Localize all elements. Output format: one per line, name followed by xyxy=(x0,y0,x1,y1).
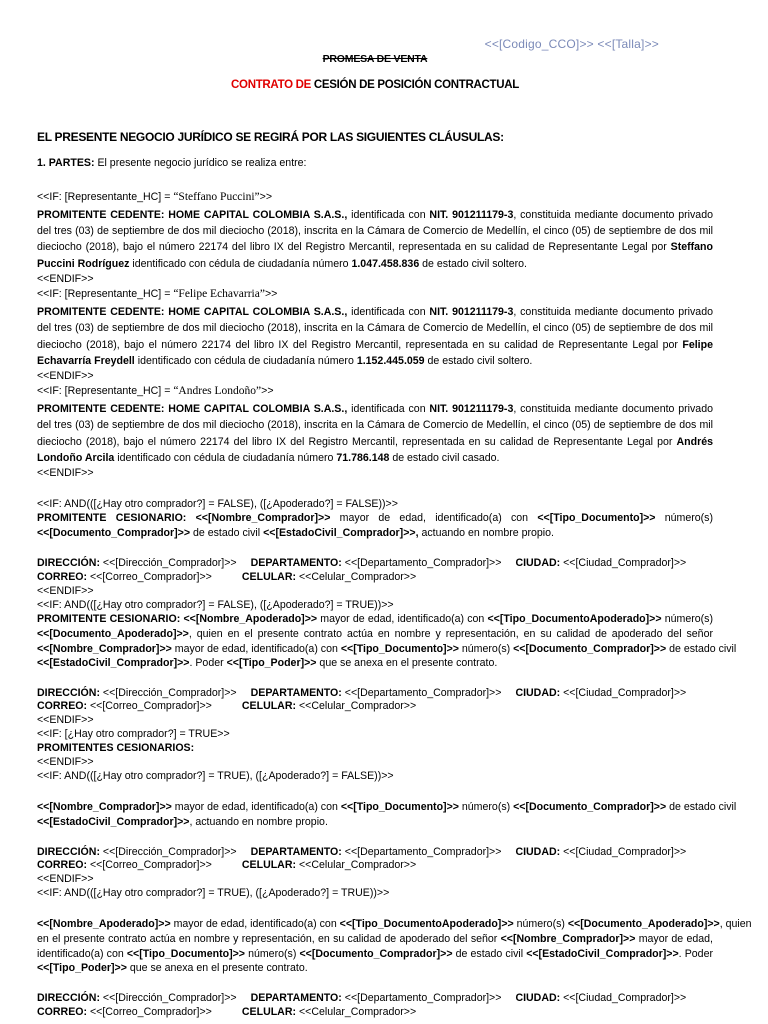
cesionario-4-line-3 xyxy=(37,947,713,962)
field-placeholder: <<[Tipo_DocumentoApoderado]>> xyxy=(339,918,514,930)
text: , constituida mediante documento privado xyxy=(513,306,713,318)
text: de estado civil xyxy=(452,948,527,960)
text: identificada con xyxy=(347,306,430,318)
cesionario-2-line-3 xyxy=(37,642,737,657)
if-multi-no-apoderado: <<IF: AND(([¿Hay otro comprador?] = TRUE), ([¿Apoderado?] = FALSE))>> xyxy=(37,770,394,782)
direccion-label: DIRECCIÓN: xyxy=(37,557,100,569)
cesionario-2-line-2 xyxy=(37,627,713,642)
if-representante-echavarria xyxy=(37,287,713,302)
representative-name: Echavarría Freydell xyxy=(37,355,135,367)
if-close: >> xyxy=(259,191,273,203)
endif: <<ENDIF>> xyxy=(37,370,94,382)
text: número(s) xyxy=(513,918,568,930)
text: de estado civil xyxy=(666,801,737,813)
celular-value: <<Celular_Comprador>> xyxy=(296,571,417,583)
field-placeholder: <<[Documento_Apoderado]>> xyxy=(37,628,189,640)
field-placeholder: <<[Tipo_Poder]>> xyxy=(37,962,127,974)
field-placeholder: <<[EstadoCivil_Comprador]>> xyxy=(37,657,190,669)
departamento-label: DEPARTAMENTO: xyxy=(250,557,342,569)
address-line-2 xyxy=(37,1005,713,1020)
celular-label: CELULAR: xyxy=(241,571,297,583)
field-placeholder: <<[Tipo_Documento]>> xyxy=(340,643,459,655)
direccion-label: DIRECCIÓN: xyxy=(37,687,100,699)
address-line-1 xyxy=(37,991,713,1006)
field-placeholder: <<[Nombre_Comprador]>> xyxy=(37,643,172,655)
endif: <<ENDIF>> xyxy=(37,756,94,768)
ciudad-label: CIUDAD: xyxy=(515,687,561,699)
correo-value: <<[Correo_Comprador]>> xyxy=(87,700,212,712)
cesionario-label: PROMITENTE CESIONARIO: xyxy=(37,613,181,625)
field-placeholder: <<[Nombre_Apoderado]>> xyxy=(180,613,318,625)
if-representante-londono xyxy=(37,384,713,399)
field-placeholder: <<[Documento_Apoderado]>> xyxy=(567,918,720,930)
text: número(s) xyxy=(458,643,514,655)
text: en el presente contrato actúa en nombre y representación, en su calidad de apoderado del señor xyxy=(37,933,501,945)
departamento-label: DEPARTAMENTO: xyxy=(250,992,342,1004)
id-number: 71.786.148 xyxy=(336,452,390,464)
text: mayor de edad, identificado(a) con xyxy=(171,643,341,655)
direccion-value: <<[Dirección_Comprador]>> xyxy=(99,687,237,699)
cedente-3-line-2: del tres (03) de septiembre de dos mil dieciocho (2018), inscrita en la Cámara de Comercio de Medellín, el cinco (05) de septiembre de dos mil xyxy=(37,419,713,431)
text: . Poder xyxy=(678,948,713,960)
if-value: “Felipe Echavarria” xyxy=(173,288,265,300)
document-subtitle xyxy=(37,79,713,91)
text: , quien en el presente contrato actúa en nombre y representación, en su calidad de apoderado del señor xyxy=(188,628,713,640)
direccion-value: <<[Dirección_Comprador]>> xyxy=(99,992,237,1004)
field-placeholder: <<[Tipo_Documento]>> xyxy=(126,948,245,960)
field-placeholder: <<[Nombre_Comprador]>> xyxy=(500,933,636,945)
correo-label: CORREO: xyxy=(37,859,88,871)
cedente-1-line-3 xyxy=(37,240,713,255)
address-line-1 xyxy=(37,556,713,571)
endif: <<ENDIF>> xyxy=(37,714,94,726)
cesionario-2-line-4 xyxy=(37,656,713,671)
id-number: 1.047.458.836 xyxy=(351,258,420,270)
field-placeholder: <<[Documento_Comprador]>> xyxy=(513,801,667,813)
text: , actuando en nombre propio. xyxy=(189,816,328,828)
ciudad-value: <<[Ciudad_Comprador]>> xyxy=(560,992,687,1004)
text: , constituida mediante documento privado xyxy=(513,403,713,415)
cedente-2-line-1 xyxy=(37,305,713,320)
cedente-2-line-2: del tres (03) de septiembre de dos mil dieciocho (2018), inscrita en la Cámara de Comercio de Medellín, el cinco (05) de septiembre de dos mil xyxy=(37,322,713,334)
text: mayor de edad, identificado(a) con xyxy=(171,801,341,813)
ciudad-value: <<[Ciudad_Comprador]>> xyxy=(560,846,687,858)
celular-value: <<Celular_Comprador>> xyxy=(296,1006,417,1018)
field-placeholder: <<[Tipo_DocumentoApoderado]>> xyxy=(487,613,662,625)
departamento-value: <<[Departamento_Comprador]>> xyxy=(341,687,502,699)
text: de estado civil soltero. xyxy=(419,258,527,270)
text: dieciocho (2018), bajo el número 22174 del libro IX del Registro Mercantil, representada en su calidad de Representante Legal por xyxy=(37,241,671,253)
representative-name: Andrés xyxy=(676,436,713,448)
cesionario-4-line-4 xyxy=(37,961,713,976)
correo-value: <<[Correo_Comprador]>> xyxy=(87,1006,212,1018)
text: número(s) xyxy=(661,613,713,625)
field-placeholder: <<[EstadoCivil_Comprador]>> xyxy=(37,816,190,828)
ciudad-label: CIUDAD: xyxy=(515,846,561,858)
representative-name: Puccini Rodríguez xyxy=(37,258,130,270)
text: identificada con xyxy=(347,209,430,221)
text: que se anexa en el presente contrato. xyxy=(126,962,308,974)
text: de estado civil casado. xyxy=(389,452,500,464)
nit: NIT. 901211179-3 xyxy=(429,306,514,318)
text: de estado civil soltero. xyxy=(424,355,533,367)
endif: <<ENDIF>> xyxy=(37,873,94,885)
text: mayor de edad, xyxy=(635,933,713,945)
if-single-no-apoderado: <<IF: AND(([¿Hay otro comprador?] = FALSE), ([¿Apoderado?] = FALSE))>> xyxy=(37,498,398,510)
correo-value: <<[Correo_Comprador]>> xyxy=(87,859,212,871)
if-close: >> xyxy=(264,288,278,300)
address-line-2 xyxy=(37,699,713,714)
if-value: “Steffano Puccini” xyxy=(173,191,260,203)
celular-label: CELULAR: xyxy=(241,859,297,871)
text: de estado civil xyxy=(190,527,264,539)
subtitle-red-text: CONTRATO DE xyxy=(231,79,312,91)
departamento-label: DEPARTAMENTO: xyxy=(250,846,342,858)
celular-value: <<Celular_Comprador>> xyxy=(296,859,417,871)
cedente-label: PROMITENTE CEDENTE: HOME CAPITAL COLOMBIA S.A.S., xyxy=(37,209,348,221)
text: que se anexa en el presente contrato. xyxy=(316,657,498,669)
text: mayor de edad, identificado(a) con xyxy=(317,613,488,625)
text: mayor de edad, identificado(a) con xyxy=(330,512,538,524)
text: dieciocho (2018), bajo el número 22174 del libro IX del Registro Mercantil, representada en su calidad de Representante Legal por xyxy=(37,436,677,448)
ciudad-value: <<[Ciudad_Comprador]>> xyxy=(560,557,687,569)
direccion-label: DIRECCIÓN: xyxy=(37,846,100,858)
partes-text: El presente negocio jurídico se realiza entre: xyxy=(94,157,307,169)
text: mayor de edad, identificado(a) con xyxy=(170,918,340,930)
field-placeholder: <<[EstadoCivil_Comprador]>> xyxy=(526,948,679,960)
direccion-label: DIRECCIÓN: xyxy=(37,992,100,1004)
if-multi-apoderado: <<IF: AND(([¿Hay otro comprador?] = TRUE), ([¿Apoderado?] = TRUE))>> xyxy=(37,887,390,899)
if-text: <<IF: [Representante_HC] = xyxy=(37,385,174,397)
if-text: <<IF: [Representante_HC] = xyxy=(37,288,174,300)
nit: NIT. 901211179-3 xyxy=(429,403,514,415)
field-placeholder: <<[Documento_Comprador]>> xyxy=(513,643,667,655)
ciudad-label: CIUDAD: xyxy=(515,557,561,569)
cedente-3-line-1 xyxy=(37,402,713,417)
field-placeholder: <<[EstadoCivil_Comprador]>>, xyxy=(263,527,419,539)
cesionario-2-line-1 xyxy=(37,612,713,627)
correo-label: CORREO: xyxy=(37,1006,88,1018)
if-representante-puccini xyxy=(37,190,713,205)
correo-label: CORREO: xyxy=(37,571,88,583)
cedente-label: PROMITENTE CEDENTE: HOME CAPITAL COLOMBIA S.A.S., xyxy=(37,403,348,415)
field-placeholder: <<[Tipo_Poder]>> xyxy=(226,657,317,669)
text: número(s) xyxy=(244,948,300,960)
field-placeholder: <<[Documento_Comprador]>> xyxy=(299,948,453,960)
cedente-2-line-4 xyxy=(37,354,713,369)
text: número(s) xyxy=(458,801,514,813)
field-placeholder: <<[Tipo_Documento]>> xyxy=(537,512,656,524)
correo-label: CORREO: xyxy=(37,700,88,712)
text: identificado con cédula de ciudadanía número xyxy=(114,452,337,464)
cesionario-3-line-2 xyxy=(37,815,713,830)
text: actuando en nombre propio. xyxy=(418,527,554,539)
representative-name: Felipe xyxy=(682,339,713,351)
cedente-label: PROMITENTE CEDENTE: HOME CAPITAL COLOMBIA S.A.S., xyxy=(37,306,348,318)
celular-label: CELULAR: xyxy=(241,1006,297,1018)
cedente-3-line-3 xyxy=(37,435,713,450)
address-line-2 xyxy=(37,858,713,873)
departamento-value: <<[Departamento_Comprador]>> xyxy=(341,992,502,1004)
cesionarios-heading: PROMITENTES CESIONARIOS: xyxy=(37,742,195,754)
cedente-1-line-4 xyxy=(37,257,713,272)
cesionario-1-line-2 xyxy=(37,526,713,541)
endif: <<ENDIF>> xyxy=(37,273,94,285)
text: identificado(a) con xyxy=(37,948,127,960)
direccion-value: <<[Dirección_Comprador]>> xyxy=(99,846,237,858)
departamento-label: DEPARTAMENTO: xyxy=(250,687,342,699)
text: identificada con xyxy=(347,403,430,415)
direccion-value: <<[Dirección_Comprador]>> xyxy=(99,557,237,569)
address-line-2 xyxy=(37,570,713,585)
text: , quien xyxy=(719,918,752,930)
if-single-apoderado: <<IF: AND(([¿Hay otro comprador?] = FALSE), ([¿Apoderado?] = TRUE))>> xyxy=(37,599,394,611)
ciudad-value: <<[Ciudad_Comprador]>> xyxy=(560,687,687,699)
if-otro-comprador: <<IF: [¿Hay otro comprador?] = TRUE>> xyxy=(37,728,230,740)
cesionario-4-line-2 xyxy=(37,932,713,947)
text: , constituida mediante documento privado xyxy=(513,209,713,221)
celular-value: <<Celular_Comprador>> xyxy=(296,700,417,712)
template-codes: <<[Codigo_CCO]>> <<[Talla]>> xyxy=(484,37,659,51)
cedente-1-line-2: del tres (03) de septiembre de dos mil dieciocho (2018), inscrita en la Cámara de Comercio de Medellín, el cinco (05) de septiembre de dos mil xyxy=(37,225,713,237)
representative-name: Steffano xyxy=(670,241,713,253)
cedente-3-line-4 xyxy=(37,451,713,466)
departamento-value: <<[Departamento_Comprador]>> xyxy=(341,557,502,569)
text: . Poder xyxy=(189,657,227,669)
text: de estado civil xyxy=(666,643,737,655)
correo-value: <<[Correo_Comprador]>> xyxy=(87,571,212,583)
cesionario-1-line-1 xyxy=(37,511,713,526)
if-text: <<IF: [Representante_HC] = xyxy=(37,191,174,203)
cesionario-4-line-1 xyxy=(37,917,752,932)
field-placeholder: <<[Nombre_Comprador]>> xyxy=(37,801,172,813)
ciudad-label: CIUDAD: xyxy=(515,992,561,1004)
field-placeholder: <<[Nombre_Apoderado]>> xyxy=(37,918,171,930)
endif: <<ENDIF>> xyxy=(37,467,94,479)
partes-line xyxy=(37,156,713,171)
text: identificado con cédula de ciudadanía número xyxy=(129,258,352,270)
field-placeholder: <<[Documento_Comprador]>> xyxy=(37,527,191,539)
text: dieciocho (2018), bajo el número 22174 del libro IX del Registro Mercantil, representada en su calidad de Representante Legal por xyxy=(37,339,683,351)
if-value: “Andres Londoño” xyxy=(173,385,262,397)
clauses-heading: EL PRESENTE NEGOCIO JURÍDICO SE REGIRÁ POR LAS SIGUIENTES CLÁUSULAS: xyxy=(37,130,504,144)
nit: NIT. 901211179-3 xyxy=(429,209,514,221)
cesionario-3-line-1 xyxy=(37,800,737,815)
text: identificado con cédula de ciudadanía número xyxy=(134,355,357,367)
id-number: 1.152.445.059 xyxy=(356,355,425,367)
field-placeholder: <<[Tipo_Documento]>> xyxy=(340,801,459,813)
cedente-1-line-1 xyxy=(37,208,713,223)
subtitle-text: CESIÓN DE POSICIÓN CONTRACTUAL xyxy=(311,79,519,91)
endif: <<ENDIF>> xyxy=(37,585,94,597)
document-title: PROMESA DE VENTA xyxy=(322,53,428,65)
cesionario-label: PROMITENTE CESIONARIO: <<[Nombre_Comprador]>> xyxy=(37,512,331,524)
representative-name: Londoño Arcila xyxy=(37,452,115,464)
departamento-value: <<[Departamento_Comprador]>> xyxy=(341,846,502,858)
celular-label: CELULAR: xyxy=(241,700,297,712)
cedente-2-line-3 xyxy=(37,338,713,353)
partes-label: 1. PARTES: xyxy=(37,157,95,169)
text: número(s) xyxy=(655,512,714,524)
if-close: >> xyxy=(261,385,274,397)
